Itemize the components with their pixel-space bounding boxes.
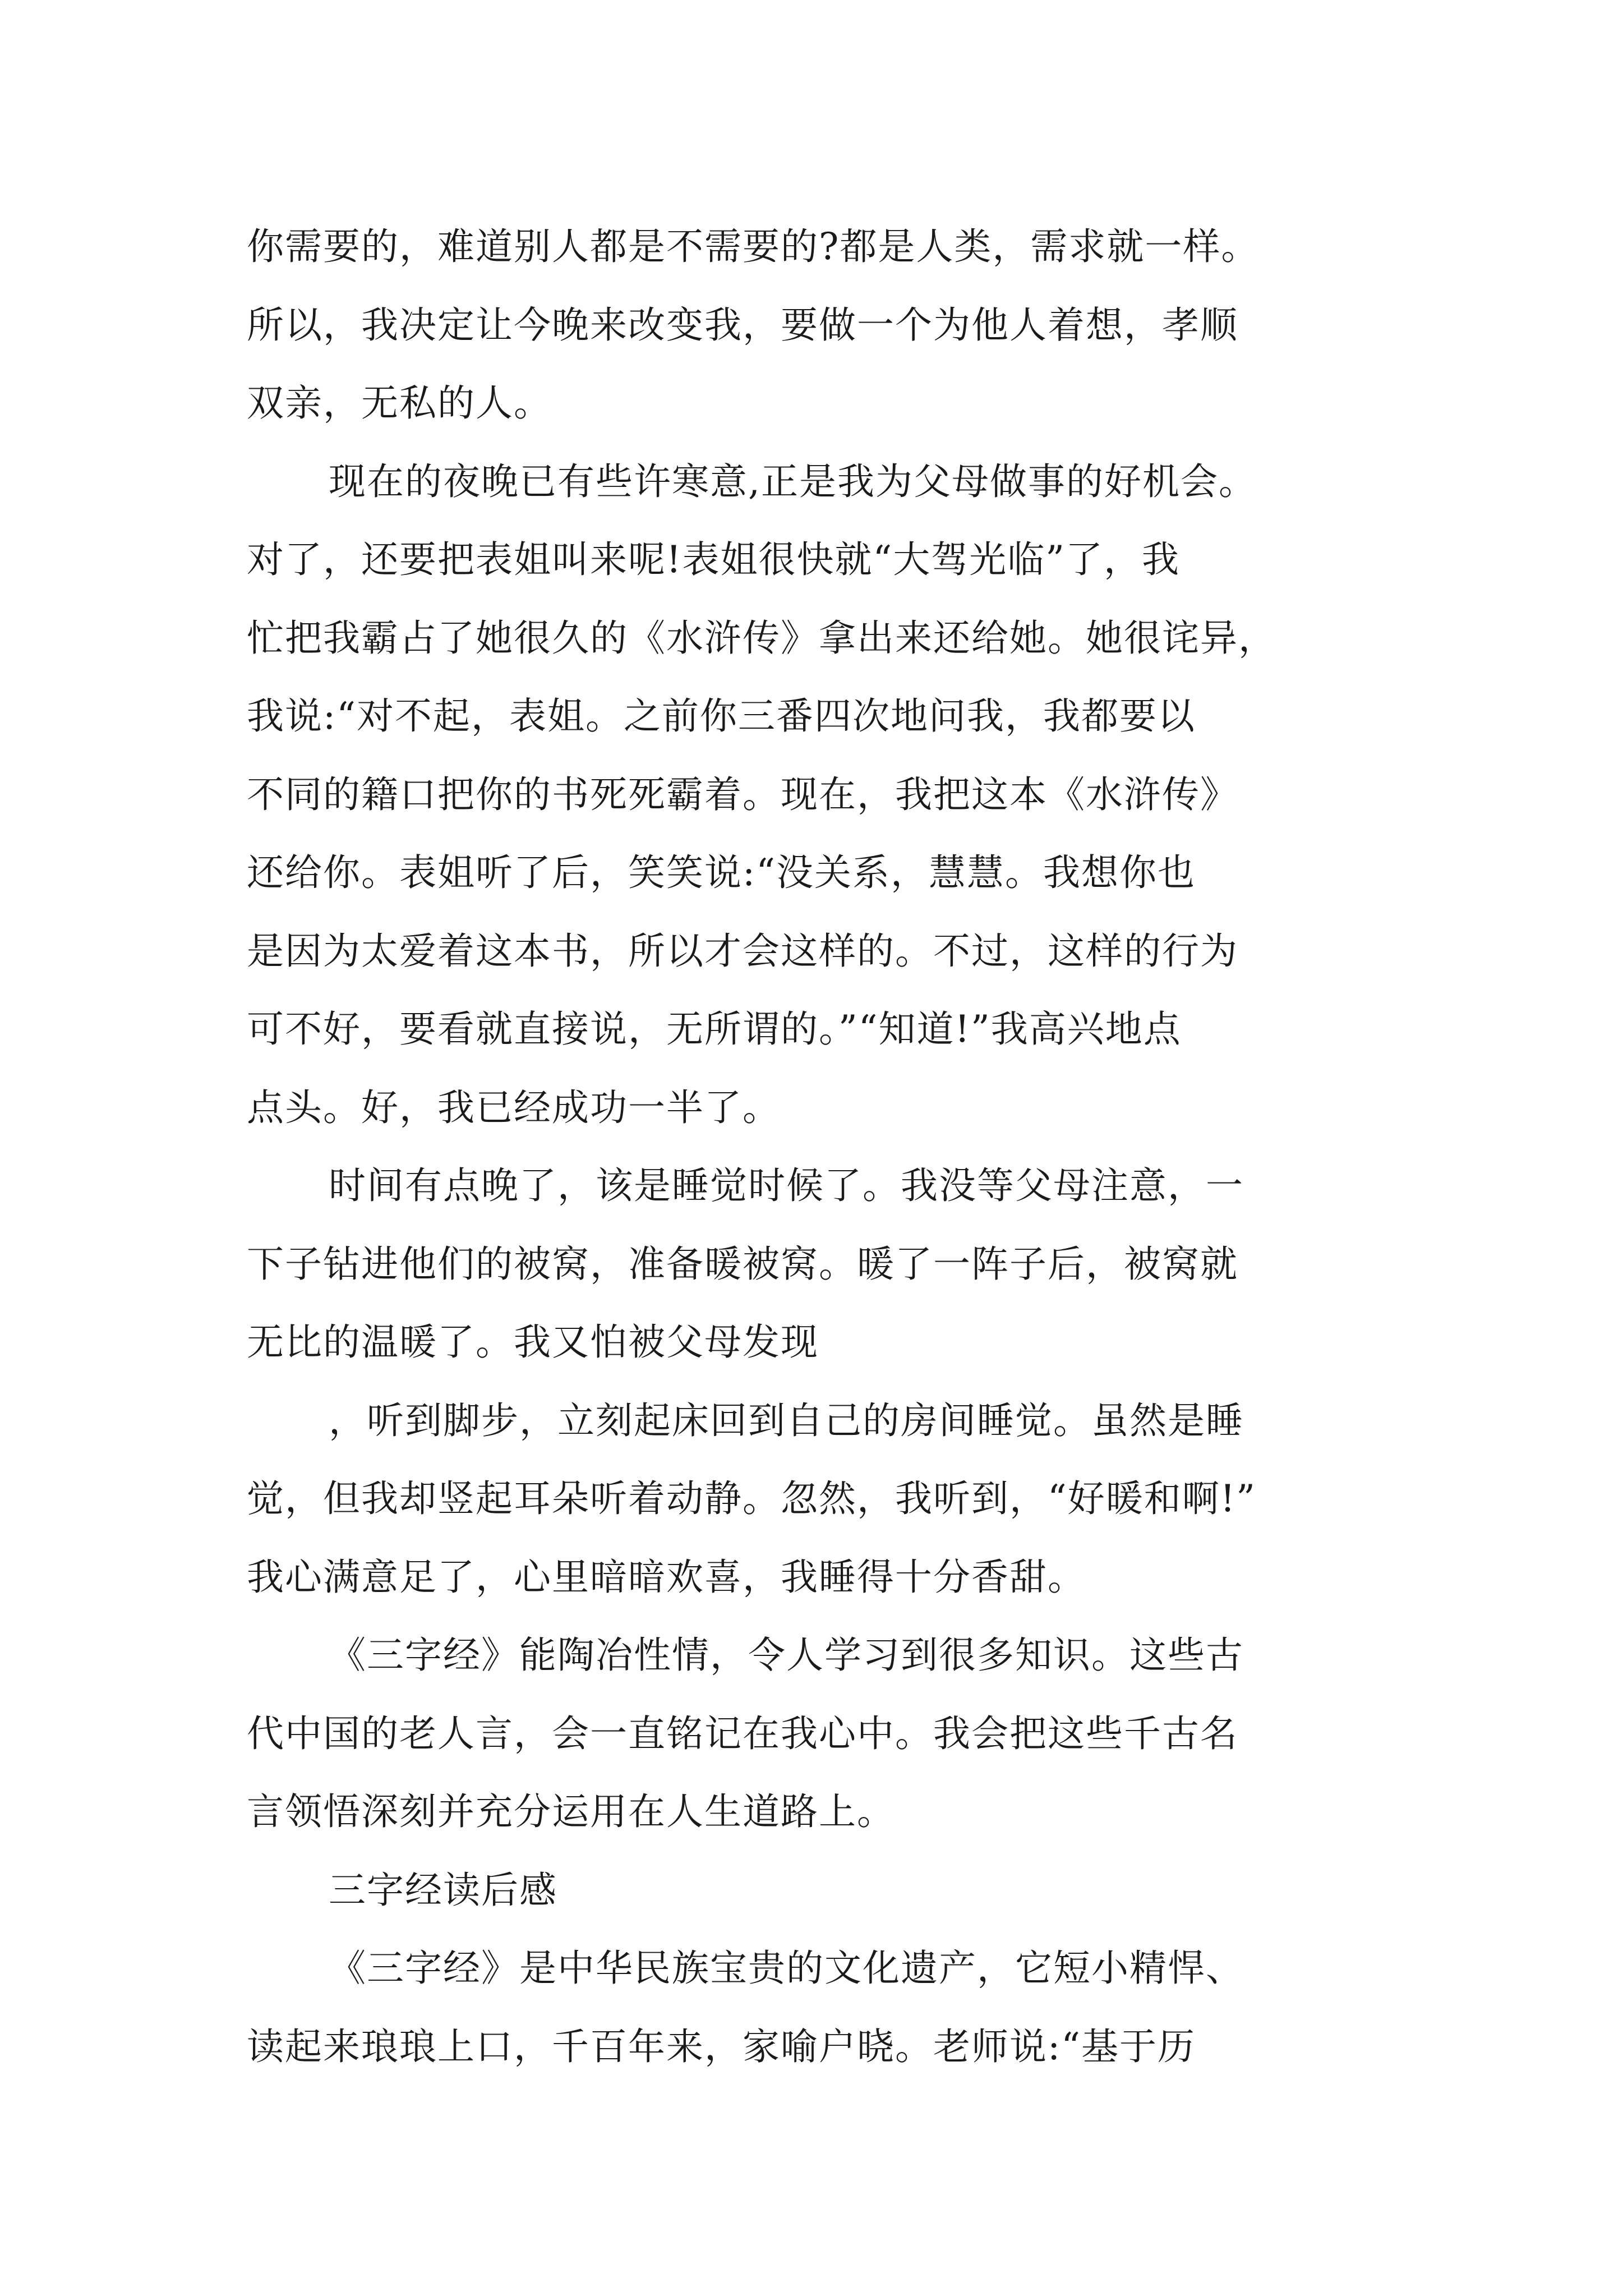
- text-line: 可不好，要看就直接说，无所谓的。”“知道!”我高兴地点: [247, 1007, 1182, 1051]
- text-line: 忙把我霸占了她很久的《水浒传》拿出来还给她。她很诧异，: [247, 616, 1276, 660]
- text-line: 下子钻进他们的被窝，准备暖被窝。暖了一阵子后，被窝就: [247, 1242, 1238, 1286]
- paragraph-start-line: 现在的夜晚已有些许寒意,正是我为父母做事的好机会。: [329, 459, 1257, 503]
- text-line: 点头。好，我已经成功一半了。: [247, 1085, 781, 1129]
- text-line: 我说:“对不起，表姐。之前你三番四次地问我，我都要以: [247, 694, 1196, 738]
- paragraph-start-line: 时间有点晚了，该是睡觉时候了。我没等父母注意，一: [329, 1164, 1244, 1207]
- paragraph-start-line: 《三字经》能陶冶性情，令人学习到很多知识。这些古: [329, 1634, 1244, 1677]
- text-line: 我心满意足了，心里暗暗欢喜，我睡得十分香甜。: [247, 1555, 1086, 1599]
- text-line: 对了，还要把表姐叫来呢!表姐很快就“大驾光临”了，我: [247, 538, 1181, 581]
- text-line: 觉，但我却竖起耳朵听着动静。忽然，我听到，“好暖和啊!”: [247, 1477, 1257, 1520]
- text-line: 代中国的老人言，会一直铭记在我心中。我会把这些千古名: [247, 1711, 1238, 1755]
- text-line: 读起来琅琅上口，千百年来，家喻户晓。老师说:“基于历: [247, 2024, 1196, 2068]
- section-heading: 三字经读后感: [329, 1868, 557, 1912]
- text-line: 言领悟深刻并充分运用在人生道路上。: [247, 1790, 895, 1833]
- text-line: 所以，我决定让今晚来改变我，要做一个为他人着想，孝顺: [247, 303, 1238, 347]
- text-line: 是因为太爱着这本书，所以才会这样的。不过，这样的行为: [247, 929, 1238, 973]
- text-line: 不同的籍口把你的书死死霸着。现在，我把这本《水浒传》: [247, 772, 1238, 816]
- document-body: [247, 208, 1424, 2086]
- text-line: 双亲，无私的人。: [247, 381, 552, 425]
- paragraph-start-line: 《三字经》是中华民族宝贵的文化遗产，它短小精悍、: [329, 1947, 1244, 1990]
- text-line: 还给你。表姐听了后，笑笑说:“没关系，慧慧。我想你也: [247, 851, 1196, 894]
- paragraph-start-line: ，听到脚步，立刻起床回到自己的房间睡觉。虽然是睡: [329, 1398, 1244, 1442]
- text-line: 你需要的，难道别人都是不需要的?都是人类，需求就一样。: [247, 225, 1260, 268]
- text-line: 无比的温暖了。我又怕被父母发现: [247, 1320, 819, 1364]
